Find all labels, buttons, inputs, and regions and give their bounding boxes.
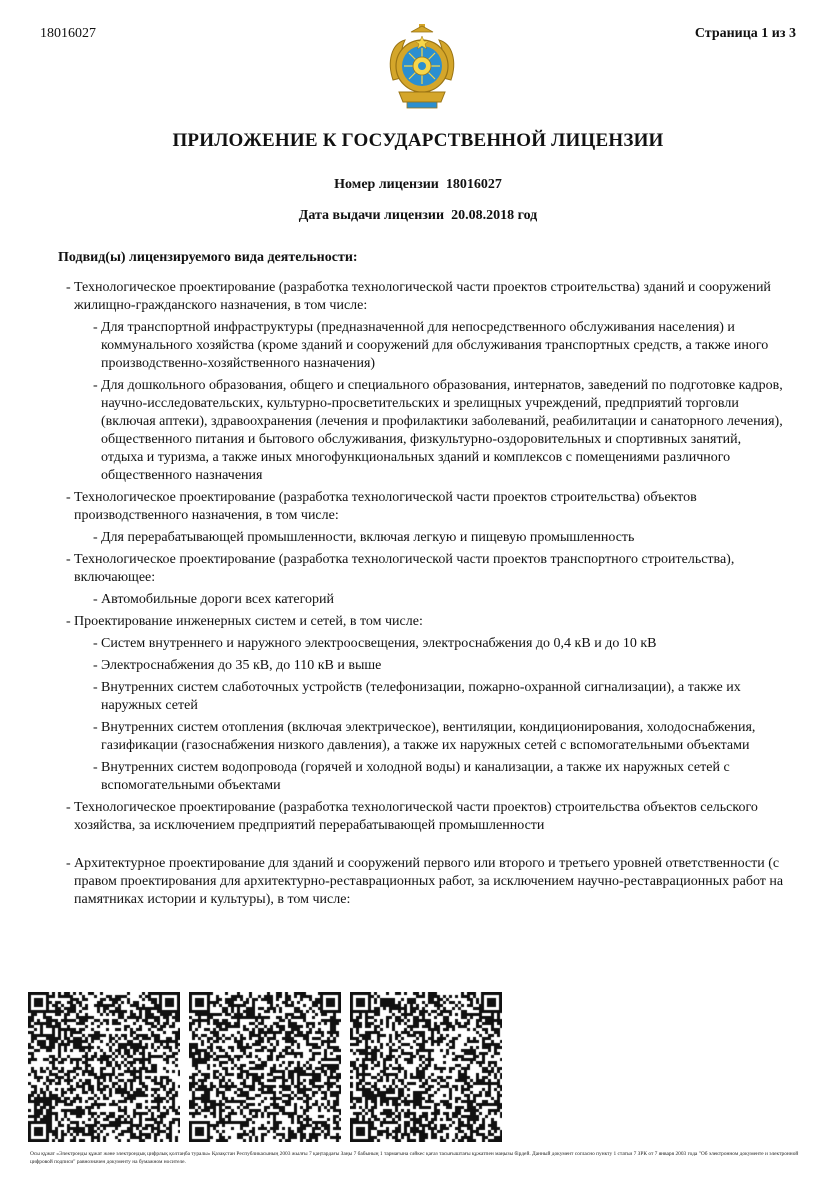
activity-item bbox=[66, 551, 786, 587]
dash-icon: - bbox=[93, 760, 98, 775]
activity-subitems bbox=[93, 591, 786, 609]
activities-list bbox=[66, 279, 786, 913]
activity-subitem-text: Внутренних систем отопления (включая электрическое), вентиляции, кондиционирования, холодоснабжения, газификации (газоснабжения низкого давления), а также их наружных сетей с вспомогательными объектами bbox=[101, 720, 756, 753]
activity-subitems bbox=[93, 319, 786, 485]
license-date-value: 20.08.2018 год bbox=[451, 208, 538, 223]
dash-icon: - bbox=[93, 592, 98, 607]
dash-icon: - bbox=[93, 680, 98, 695]
document-number: 18016027 bbox=[40, 26, 96, 41]
state-emblem-icon bbox=[385, 22, 459, 114]
activity-text: Технологическое проектирование (разработка технологической части проектов строительства) зданий и сооружений жилищно-гражданского назначения, в том числе: bbox=[74, 280, 771, 313]
activity-subitem bbox=[93, 635, 786, 653]
activity-subitem bbox=[93, 591, 786, 609]
dash-icon: - bbox=[93, 378, 98, 393]
activity-subitem-text: Для транспортной инфраструктуры (предназначенной для непосредственного обслуживания населения) и коммунального хозяйства (кроме зданий и сооружений для обслуживания транспортных средств, а также иного производственно-хозяйственного назначения) bbox=[101, 320, 769, 371]
dash-icon: - bbox=[93, 530, 98, 545]
dash-icon: - bbox=[66, 490, 71, 505]
qr-codes bbox=[28, 992, 508, 1142]
activity-item bbox=[66, 489, 786, 525]
dash-icon: - bbox=[66, 856, 71, 871]
page-indicator: Страница 1 из 3 bbox=[694, 26, 796, 41]
activity-item bbox=[66, 279, 786, 315]
qr-code-icon bbox=[28, 992, 180, 1142]
activity-subitem bbox=[93, 319, 786, 373]
activity-text: Проектирование инженерных систем и сетей, в том числе: bbox=[74, 614, 423, 629]
dash-icon: - bbox=[93, 320, 98, 335]
activity-subitem bbox=[93, 679, 786, 715]
dash-icon: - bbox=[93, 636, 98, 651]
activity-subitem-text: Систем внутреннего и наружного электроосвещения, электроснабжения до 0,4 кВ и до 10 кВ bbox=[101, 636, 657, 651]
license-number-line bbox=[0, 177, 836, 193]
legal-footer-note: Осы құжат «Электронды құжат және электрондық цифрлық қолтаңба туралы» Қазақстан Республикасының 2003 жылғы 7 қаңтардағы Заңы 7 бабының 1 тармағына сәйкес қағаз тасығыштағы құжатпен маңызы бірдей. Данный документ согласно пункту 1 статьи 7 ЗРК от 7 января 2003 года "Об электронном документе и электронной цифровой подписи" равнозначен документу на бумажном носителе. bbox=[30, 1151, 799, 1165]
activity-subitem bbox=[93, 529, 786, 547]
dash-icon: - bbox=[66, 552, 71, 567]
license-number-value: 18016027 bbox=[445, 177, 502, 192]
activity-text: Технологическое проектирование (разработка технологической части проектов строительства) объектов производственного назначения, в том числе: bbox=[74, 490, 697, 523]
dash-icon: - bbox=[66, 800, 71, 815]
activity-subitem-text: Внутренних систем слаботочных устройств (телефонизации, пожарно-охранной сигнализации), а также их наружных сетей bbox=[101, 680, 741, 713]
activity-item bbox=[66, 855, 786, 909]
subtypes-heading: Подвид(ы) лицензируемого вида деятельности: bbox=[58, 250, 358, 265]
activity-text: Архитектурное проектирование для зданий и сооружений первого или второго и третьего уровней ответственности (с правом проектирования для архитектурно-реставрационных работ, за исключением научно-реставрационных работ на памятниках истории и культуры), в том числе: bbox=[74, 856, 784, 907]
activity-subitems bbox=[93, 635, 786, 795]
qr-code-icon bbox=[189, 992, 341, 1142]
activity-subitem-text: Для перерабатывающей промышленности, включая легкую и пищевую промышленность bbox=[101, 530, 635, 545]
activity-subitem-text: Автомобильные дороги всех категорий bbox=[101, 592, 334, 607]
activity-subitem-text: Внутренних систем водопровода (горячей и холодной воды) и канализации, а также их наружных сетей с вспомогательными объектами bbox=[101, 760, 730, 793]
dash-icon: - bbox=[93, 720, 98, 735]
dash-icon: - bbox=[66, 280, 71, 295]
activity-item bbox=[66, 799, 786, 835]
page-title: ПРИЛОЖЕНИЕ К ГОСУДАРСТВЕННОЙ ЛИЦЕНЗИИ bbox=[172, 130, 664, 151]
activity-subitem bbox=[93, 657, 786, 675]
activity-subitem bbox=[93, 719, 786, 755]
activity-item bbox=[66, 613, 786, 631]
activity-subitem-text: Для дошкольного образования, общего и специального образования, интернатов, заведений по подготовке кадров, научно-исследовательских, культурно-просветительских и зрелищных учреждений, предприятий торговли (включая аптеки), здравоохранения (лечения и профилактики заболеваний, реабилитации и санаторного лечения), общественного питания и бытового обслуживания, физкультурно-оздоровительных и спортивных занятий, отдыха и туризма, а также иных многофункциональных зданий и комплексов с помещениями различного общественного назначения bbox=[101, 378, 783, 483]
activity-subitem bbox=[93, 377, 786, 485]
dash-icon: - bbox=[66, 614, 71, 629]
activity-text: Технологическое проектирование (разработка технологической части проектов) строительства объектов сельского хозяйства, за исключением предприятий перерабатывающей промышленности bbox=[74, 800, 758, 833]
activity-subitems bbox=[93, 529, 786, 547]
qr-code-icon bbox=[350, 992, 502, 1142]
license-number-label: Номер лицензии bbox=[334, 177, 439, 192]
license-date-label: Дата выдачи лицензии bbox=[298, 208, 445, 223]
activity-subitem-text: Электроснабжения до 35 кВ, до 110 кВ и выше bbox=[101, 658, 382, 673]
license-date-line bbox=[0, 208, 836, 224]
activity-subitem bbox=[93, 759, 786, 795]
dash-icon: - bbox=[93, 658, 98, 673]
activity-text: Технологическое проектирование (разработка технологической части проектов транспортного строительства), включающее: bbox=[74, 552, 735, 585]
